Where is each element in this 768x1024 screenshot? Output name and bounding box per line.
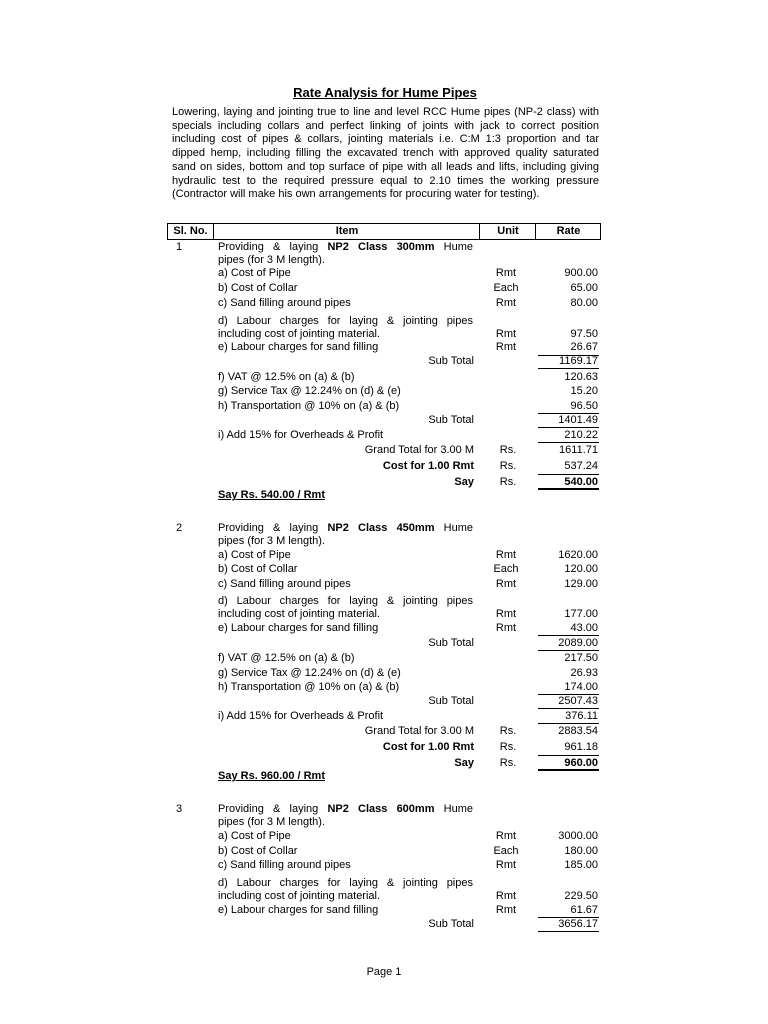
subtotal-label: Sub Total <box>428 637 474 649</box>
line-rate: 229.50 <box>564 890 598 902</box>
line-label: b) Cost of Collar <box>218 563 298 575</box>
table-row <box>0 680 768 694</box>
column-rate: Rate <box>535 224 601 239</box>
table-row <box>0 399 768 413</box>
line-rate: 185.00 <box>564 859 598 871</box>
table-row <box>0 876 768 890</box>
table-row <box>0 802 768 816</box>
table-row <box>0 413 768 427</box>
line-label: d) Labour charges for laying & jointing pipes <box>218 877 473 889</box>
subtotal-label: Sub Total <box>428 355 474 367</box>
line-unit: Each <box>493 282 519 294</box>
table-row <box>0 327 768 341</box>
line-rate: 120.00 <box>564 563 598 575</box>
line-rate: 1620.00 <box>558 549 598 561</box>
total-rule <box>538 769 599 771</box>
line-rate: 61.67 <box>570 904 598 916</box>
line-rate: 210.22 <box>564 429 598 441</box>
table-row <box>0 917 768 931</box>
line-label: c) Sand filling around pipes <box>218 578 351 590</box>
item-spec: NP2 Class 600mm <box>327 803 435 815</box>
table-row <box>0 577 768 591</box>
item-spec: NP2 Class 450mm <box>327 522 435 534</box>
line-label: i) Add 15% for Overheads & Profit <box>218 429 384 441</box>
line-label: a) Cost of Pipe <box>218 549 291 561</box>
serial-number: 2 <box>175 522 183 534</box>
line-label: c) Sand filling around pipes <box>218 859 351 871</box>
subtotal-label: Sub Total <box>428 695 474 707</box>
line-rate: 177.00 <box>564 608 598 620</box>
line-rate: 26.93 <box>570 667 598 679</box>
table-row <box>0 266 768 280</box>
say-value: 960.00 <box>564 757 598 769</box>
line-unit: Rmt <box>495 608 517 620</box>
currency-label: Rs. <box>499 444 517 456</box>
currency-label: Rs. <box>499 460 517 472</box>
table-row <box>0 443 768 457</box>
table-row <box>0 296 768 310</box>
table-row <box>0 829 768 843</box>
line-rate: 180.00 <box>564 845 598 857</box>
line-rate: 217.50 <box>564 652 598 664</box>
subtotal-label: Sub Total <box>428 414 474 426</box>
serial-number: 3 <box>175 803 183 815</box>
subtotal-value: 1169.17 <box>559 355 598 367</box>
subtotal-value: 2089.00 <box>558 637 598 649</box>
line-label: f) VAT @ 12.5% on (a) & (b) <box>218 371 355 383</box>
item-description: Providing & laying NP2 Class 300mm Hume <box>218 241 473 253</box>
table-row <box>0 666 768 680</box>
column-sl: Sl. No. <box>173 225 208 237</box>
table-row <box>0 340 768 354</box>
line-label: g) Service Tax @ 12.24% on (d) & (e) <box>218 667 401 679</box>
table-row <box>0 740 768 754</box>
item-spec: NP2 Class 300mm <box>327 241 435 253</box>
line-label: a) Cost of Pipe <box>218 830 291 842</box>
table-row <box>0 521 768 535</box>
table-row <box>0 384 768 398</box>
table-row <box>0 459 768 473</box>
table-row <box>0 370 768 384</box>
line-unit: Rmt <box>495 297 517 309</box>
total-rule <box>538 368 599 369</box>
say-summary: Say Rs. 960.00 / Rmt <box>218 770 326 782</box>
cost-per-rmt-label: Cost for 1.00 Rmt <box>382 741 474 753</box>
line-label: including cost of jointing material. <box>218 890 381 902</box>
total-rule <box>538 488 599 490</box>
line-rate: 15.20 <box>570 385 598 397</box>
subtotal-value: 3656.17 <box>558 918 598 930</box>
serial-number: 1 <box>175 241 183 253</box>
line-label: e) Labour charges for sand filling <box>218 622 379 634</box>
item-description-line: pipes (for 3 M length). <box>218 535 325 547</box>
table-row <box>0 562 768 576</box>
page-title: Rate Analysis for Hume Pipes <box>293 85 477 100</box>
table-row <box>0 694 768 708</box>
line-label: b) Cost of Collar <box>218 845 298 857</box>
line-label: including cost of jointing material. <box>218 608 381 620</box>
grand-total-value: 1611.71 <box>559 444 598 456</box>
table-row <box>0 724 768 738</box>
say-label: Say <box>454 476 474 488</box>
line-unit: Rmt <box>495 622 517 634</box>
subtotal-label: Sub Total <box>428 918 474 930</box>
line-label: f) VAT @ 12.5% on (a) & (b) <box>218 652 355 664</box>
line-rate: 900.00 <box>564 267 598 279</box>
table-row <box>0 428 768 442</box>
table-row <box>0 651 768 665</box>
line-unit: Rmt <box>495 549 517 561</box>
table-row <box>0 607 768 621</box>
cost-per-rmt-value: 961.18 <box>564 741 598 753</box>
say-value: 540.00 <box>564 476 598 488</box>
column-item: Item <box>213 224 480 239</box>
line-unit: Each <box>493 845 519 857</box>
currency-label: Rs. <box>499 757 517 769</box>
line-rate: 3000.00 <box>558 830 598 842</box>
line-label: h) Transportation @ 10% on (a) & (b) <box>218 400 400 412</box>
table-row <box>0 314 768 328</box>
item-description-line: pipes (for 3 M length). <box>218 816 325 828</box>
line-rate: 120.63 <box>564 371 598 383</box>
table-row <box>0 756 768 770</box>
table-row <box>0 475 768 489</box>
say-label: Say <box>454 757 474 769</box>
line-unit: Rmt <box>495 859 517 871</box>
line-rate: 26.67 <box>570 341 598 353</box>
table-row <box>0 240 768 254</box>
line-label: e) Labour charges for sand filling <box>218 341 379 353</box>
line-rate: 174.00 <box>564 681 598 693</box>
item-description: Providing & laying NP2 Class 600mm Hume <box>218 803 473 815</box>
table-row <box>0 534 768 548</box>
subtotal-value: 1401.49 <box>558 414 598 426</box>
table-row <box>0 844 768 858</box>
line-label: e) Labour charges for sand filling <box>218 904 379 916</box>
column-unit: Unit <box>479 224 536 239</box>
intro-paragraph: Lowering, laying and jointing true to line and level RCC Hume pipes (NP-2 class) with specials including collars and perfect linking of joints with jack to correct position including cost of pipes & collars, jointing materials i.e. C:M 1:3 proportion and tar dipped hemp, including filling the excavated trench with approved quality saturated sand on sides, bottom and top surface of pipe with all leads and lifts, including giving hydraulic test to the required pressure equal to 2.10 times the working pressure (Contractor will make his own arrangements for procuring water for testing). <box>172 106 599 201</box>
table-row <box>0 815 768 829</box>
page-number: Page 1 <box>366 966 402 978</box>
item-description-line: pipes (for 3 M length). <box>218 254 325 266</box>
line-unit: Rmt <box>495 890 517 902</box>
total-rule <box>538 931 599 932</box>
line-rate: 96.50 <box>570 400 598 412</box>
grand-total-value: 2883.54 <box>558 725 598 737</box>
line-unit: Rmt <box>495 328 517 340</box>
table-row <box>0 889 768 903</box>
line-label: d) Labour charges for laying & jointing pipes <box>218 315 473 327</box>
line-unit: Each <box>493 563 519 575</box>
line-label: a) Cost of Pipe <box>218 267 291 279</box>
line-label: b) Cost of Collar <box>218 282 298 294</box>
line-unit: Rmt <box>495 904 517 916</box>
line-unit: Rmt <box>495 578 517 590</box>
line-rate: 43.00 <box>570 622 598 634</box>
line-label: h) Transportation @ 10% on (a) & (b) <box>218 681 400 693</box>
line-rate: 376.11 <box>565 710 598 722</box>
line-rate: 129.00 <box>564 578 598 590</box>
table-row <box>0 636 768 650</box>
line-unit: Rmt <box>495 830 517 842</box>
currency-label: Rs. <box>499 476 517 488</box>
line-rate: 97.50 <box>570 328 598 340</box>
line-rate: 65.00 <box>570 282 598 294</box>
table-row <box>0 903 768 917</box>
cost-per-rmt-label: Cost for 1.00 Rmt <box>382 460 474 472</box>
line-label: d) Labour charges for laying & jointing pipes <box>218 595 473 607</box>
grand-total-label: Grand Total for 3.00 M <box>364 725 474 737</box>
item-description: Providing & laying NP2 Class 450mm Hume <box>218 522 473 534</box>
table-row <box>0 253 768 267</box>
line-label: c) Sand filling around pipes <box>218 297 351 309</box>
table-row <box>0 548 768 562</box>
line-label: g) Service Tax @ 12.24% on (d) & (e) <box>218 385 401 397</box>
table-row <box>0 281 768 295</box>
line-label: i) Add 15% for Overheads & Profit <box>218 710 384 722</box>
say-summary: Say Rs. 540.00 / Rmt <box>218 489 326 501</box>
line-rate: 80.00 <box>570 297 598 309</box>
table-row <box>0 709 768 723</box>
subtotal-value: 2507.43 <box>558 695 598 707</box>
table-row <box>0 621 768 635</box>
table-row <box>0 594 768 608</box>
line-label: including cost of jointing material. <box>218 328 381 340</box>
table-header <box>167 223 601 240</box>
line-unit: Rmt <box>495 267 517 279</box>
grand-total-label: Grand Total for 3.00 M <box>364 444 474 456</box>
table-row <box>0 354 768 368</box>
table-row <box>0 858 768 872</box>
cost-per-rmt-value: 537.24 <box>564 460 598 472</box>
currency-label: Rs. <box>499 741 517 753</box>
currency-label: Rs. <box>499 725 517 737</box>
line-unit: Rmt <box>495 341 517 353</box>
